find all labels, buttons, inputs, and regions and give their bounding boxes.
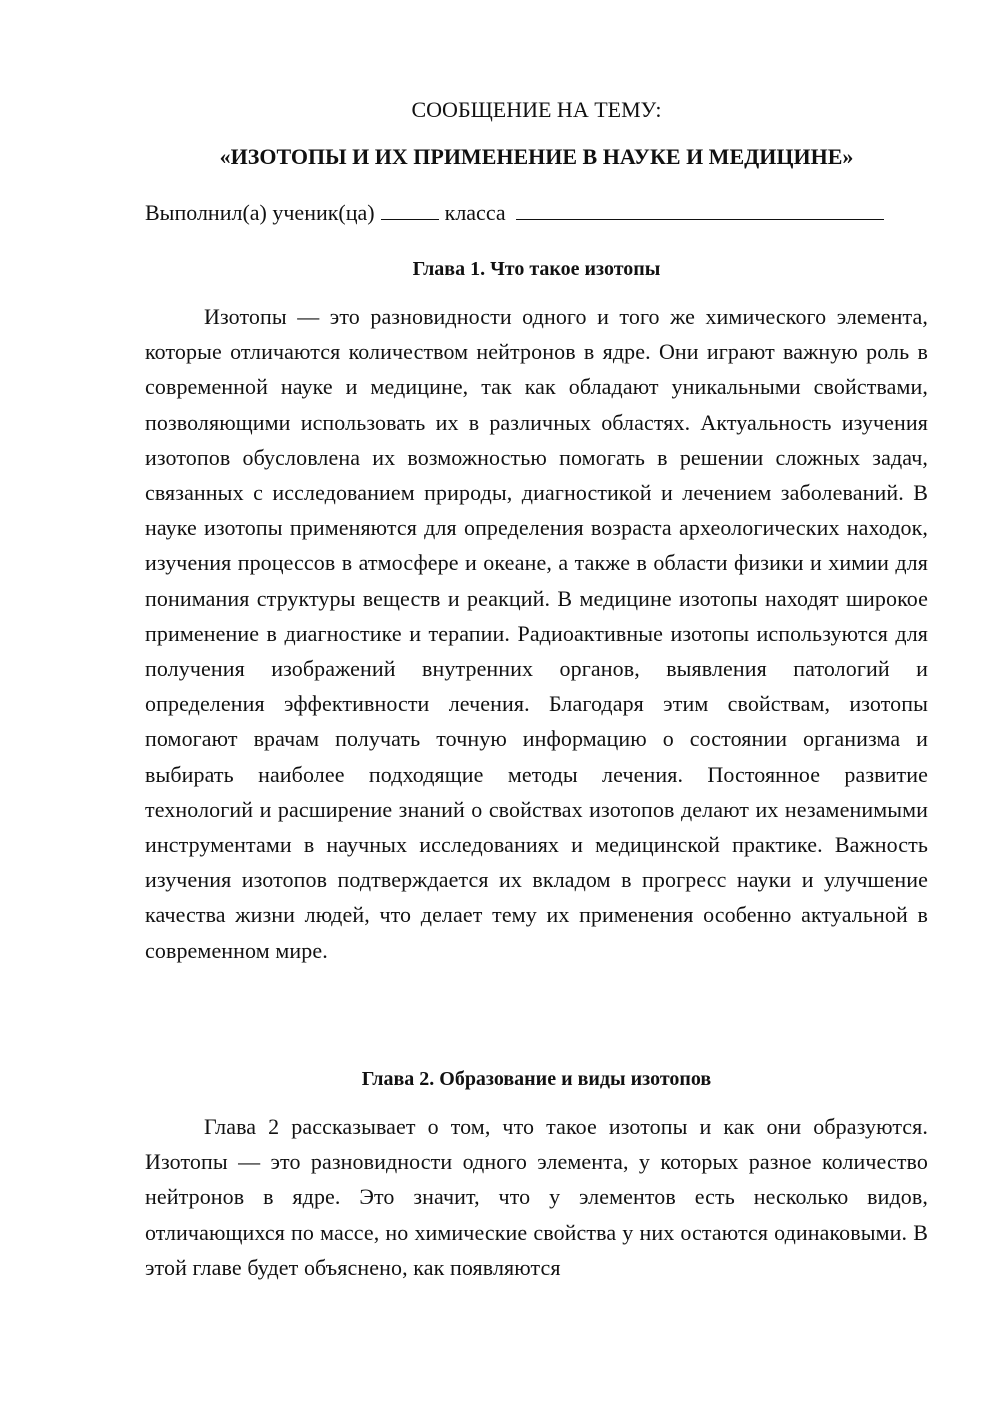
author-prefix-label: Выполнил(а) ученик(ца)	[145, 200, 375, 225]
document-heading-line1: СООБЩЕНИЕ НА ТЕМУ:	[411, 97, 662, 122]
author-line	[145, 197, 928, 228]
chapter-1-title: Глава 1. Что такое изотопы	[412, 258, 661, 280]
chapter-1-paragraph: Изотопы — это разновидности одного и того же химического элемента, которые отличаются количеством нейтронов в ядре. Они играют важную роль в современной науке и медицине, так как обладают уникальными свойствами, позволяющими использовать их в различных областях. Актуальность изучения изотопов обусловлена их возможностью помогать в решении сложных задач, связанных с исследованием природы, диагностикой и лечением заболеваний. В науке изотопы применяются для определения возраста археологических находок, изучения процессов в атмосфере и океане, а также в области физики и химии для понимания структуры веществ и реакций. В медицине изотопы находят широкое применение в диагностике и терапии. Радиоактивные изотопы используются для получения изображений внутренних органов, выявления патологий и определения эффективности лечения. Благодаря этим свойствам, изотопы помогают врачам получать точную информацию о состоянии организма и выбирать наиболее подходящие методы лечения. Постоянное развитие технологий и расширение знаний о свойствах изотопов делают их незаменимыми инструментами в научных исследованиях и медицинской практике. Важность изучения изотопов подтверждается их вкладом в прогресс науки и улучшение качества жизни людей, что делает тему их применения особенно актуальной в современном мире.	[145, 304, 928, 963]
student-name-blank	[516, 197, 884, 220]
class-number-blank	[381, 197, 439, 220]
chapter-2-paragraph: Глава 2 рассказывает о том, что такое изотопы и как они образуются. Изотопы — это разновидности одного элемента, у которых разное количество нейтронов в ядре. Это значит, что у элементов есть несколько видов, отличающихся по массе, но химические свойства у них остаются одинаковыми. В этой главе будет объяснено, как появляются	[145, 1114, 928, 1280]
chapter-2-title: Глава 2. Образование и виды изотопов	[361, 1068, 712, 1090]
author-class-label: класса	[444, 200, 506, 225]
document-title: «ИЗОТОПЫ И ИХ ПРИМЕНЕНИЕ В НАУКЕ И МЕДИЦИНЕ»	[219, 144, 854, 169]
